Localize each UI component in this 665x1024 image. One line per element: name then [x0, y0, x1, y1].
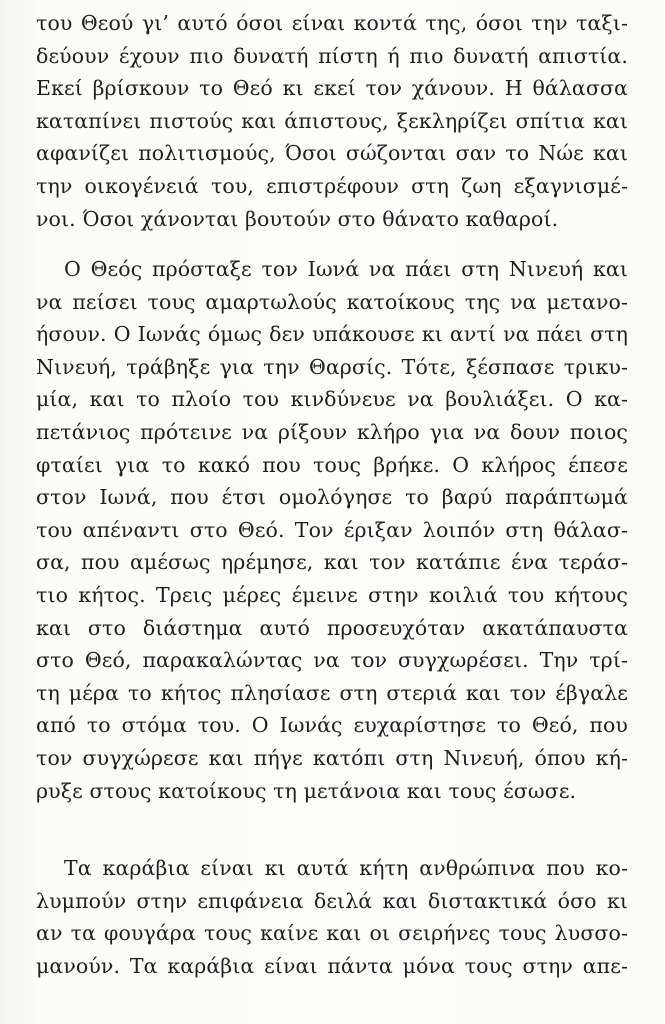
text-line: τη μέρα το κήτος πλησίασε στη στεριά και τον έβγαλε	[36, 680, 628, 705]
text-line: Ο Θεός πρόσταξε τον Ιωνά να πάει στη Νινευή και	[64, 257, 628, 281]
text-line: και στο διάστημα αυτό προσευχόταν ακατάπαυστα	[36, 615, 628, 640]
text-line: του απέναντι στο Θεό. Τον έριξαν λοιπόν στη θάλασ-	[36, 517, 628, 542]
text-line: αφανίζει πολιτισμούς, Όσοι σώζονται σαν το Νώε και	[36, 141, 628, 166]
text-line: στο Θεό, παρακαλώντας να τον συγχωρέσει. Την τρί-	[36, 648, 628, 673]
text-line: μία, και το πλοίο του κινδύνευε να βουλιάξει. Ο κα-	[36, 387, 628, 412]
text-line: καταπίνει πιστούς και άπιστους, ξεκληρίζει σπίτια και	[36, 108, 628, 133]
text-line: τιο κήτος. Τρεις μέρες έμεινε στην κοιλιά του κήτους	[36, 583, 628, 607]
text-line: Τα καράβια είναι κι αυτά κήτη ανθρώπινα που κο-	[64, 856, 628, 880]
text-line: δεύουν έχουν πιο δυνατή πίστη ή πιο δυνατή απιστία.	[36, 43, 628, 68]
text-line: από το στόμα του. Ο Ιωνάς ευχαρίστησε το Θεό, που	[36, 713, 628, 738]
text-line: του Θεού γι’ αυτό όσοι είναι κοντά της, όσοι την ταξι-	[36, 11, 628, 35]
text-line: λυμπούν στην επιφάνεια δειλά και διστακτικά όσο κι	[36, 888, 628, 913]
text-line: την οικογένειά του, επιστρέφουν στη ζωη εξαγνισμέ-	[36, 174, 628, 198]
text-line: Εκεί βρίσκουν το Θεό κι εκεί τον χάνουν. Η θάλασσα	[36, 76, 628, 101]
text-line: νοι. Όσοι χάνονται βουτούν στο θάνατο καθαροί.	[36, 206, 559, 231]
text-line: αν τα φουγάρα τους καίνε και οι σειρήνες τους λυσσο-	[36, 921, 628, 946]
text-line: ήσουν. Ο Ιωνάς όμως δεν υπάκουσε κι αντί να πάει στη	[36, 322, 628, 347]
text-line: Νινευή, τράβηξε για την Θαρσίς. Τότε, ξέσπασε τρικυ-	[36, 354, 628, 379]
text-line: τον συγχώρεσε και πήγε κατόπι στη Νινευή, όπου κή-	[36, 746, 628, 770]
text-line: ρυξε στους κατοίκους τη μετάνοια και τους έσωσε.	[36, 778, 577, 803]
text-line: πετάνιος πρότεινε να ρίξουν κλήρο για να δουν ποιος	[36, 420, 628, 444]
text-line: μανούν. Τα καράβια είναι πάντα μόνα τους στην απε-	[36, 953, 628, 978]
text-line: φταίει για το κακό που τους βρήκε. Ο κλήρος έπεσε	[36, 452, 628, 477]
text-line: στον Ιωνά, που έτσι ομολόγησε το βαρύ παράπτωμά	[36, 485, 628, 510]
text-line: να πείσει τους αμαρτωλούς κατοίκους της να μετανο-	[36, 289, 628, 314]
text-line: σα, που αμέσως ηρέμησε, και τον κατάπιε ένα τεράσ-	[36, 550, 628, 575]
